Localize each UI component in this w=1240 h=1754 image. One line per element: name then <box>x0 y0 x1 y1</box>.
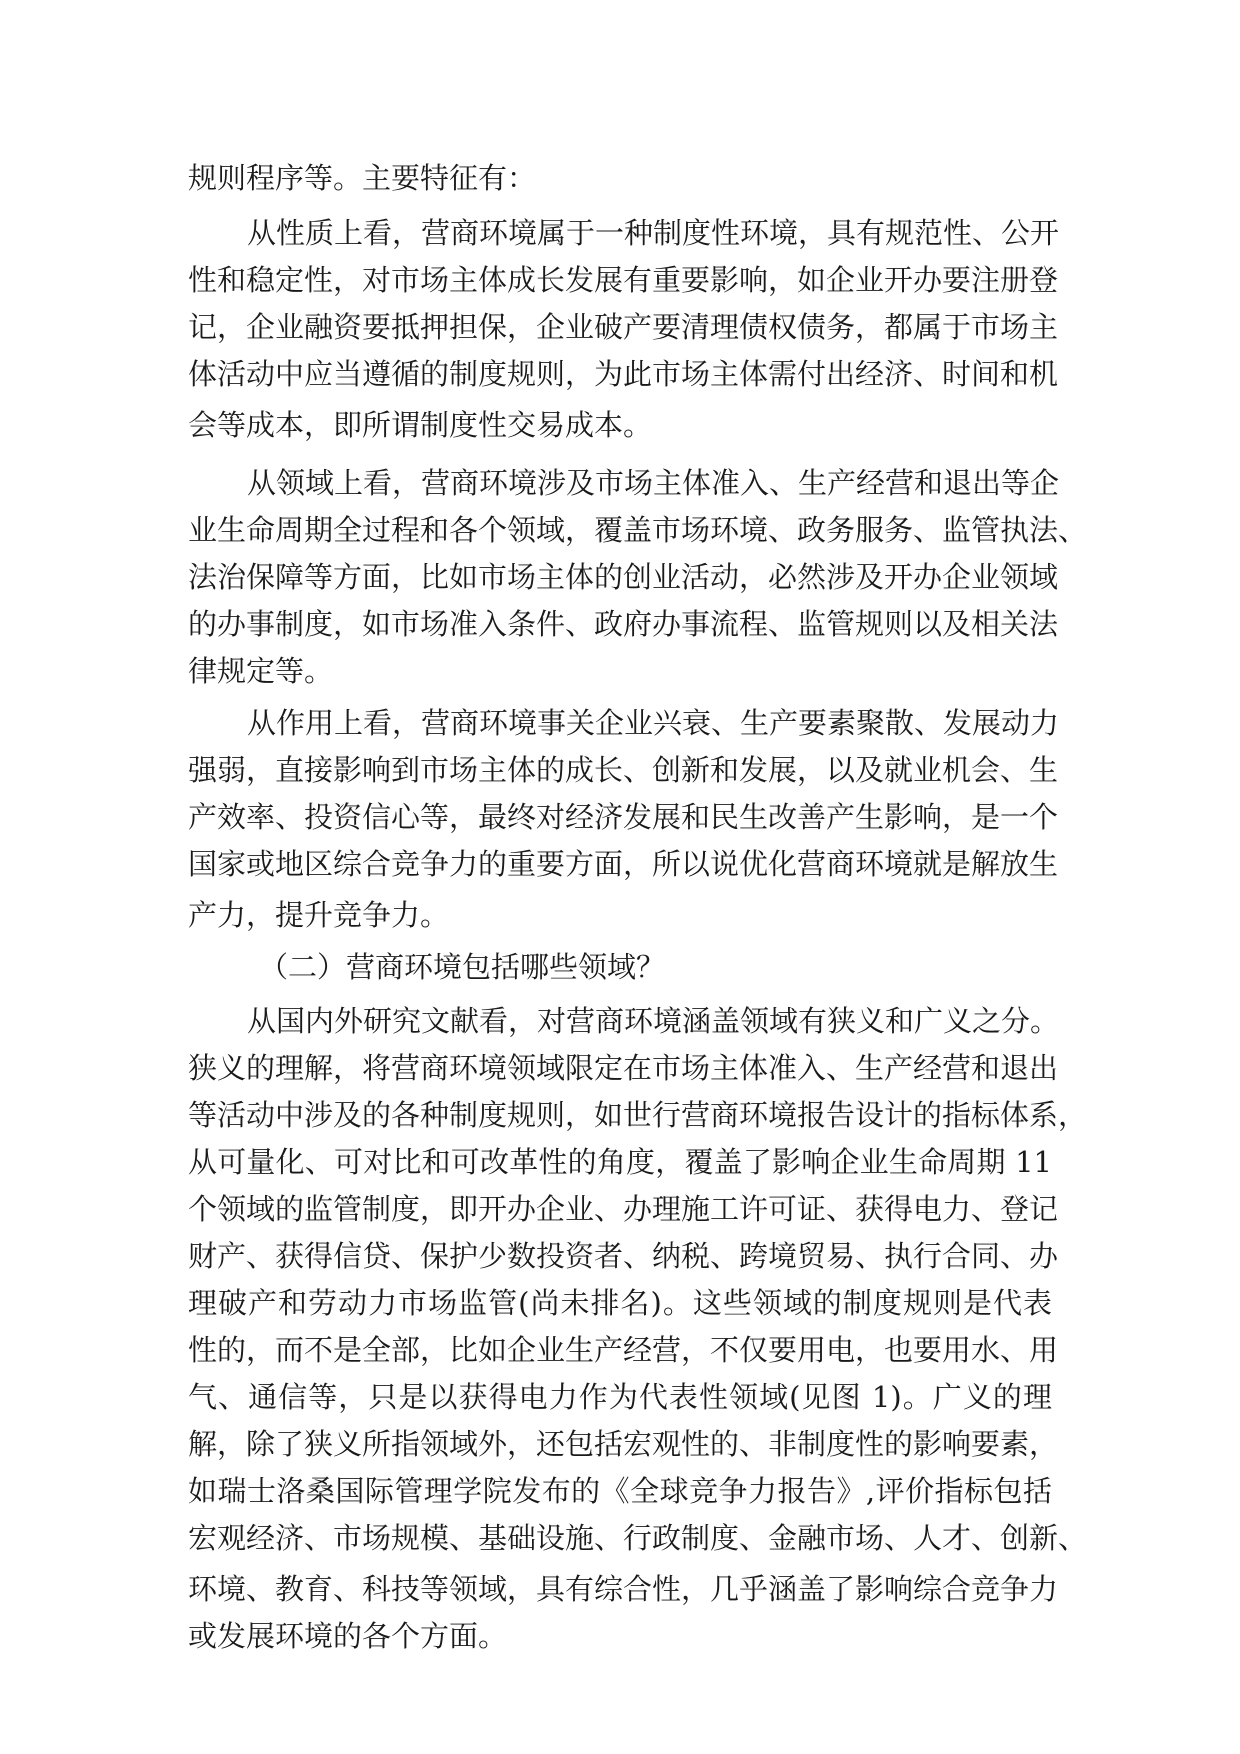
text-line: 个领域的监管制度，即开办企业、办理施工许可证、获得电力、登记 <box>188 1192 1059 1226</box>
text-line: 如瑞士洛桑国际管理学院发布的《全球竞争力报告》,评价指标包括 <box>188 1474 1052 1508</box>
text-line: 规则程序等。主要特征有： <box>188 161 537 195</box>
text-line: 气、通信等，只是以获得电力作为代表性领域(见图 1)。广义的理 <box>188 1380 1052 1414</box>
text-line: 或发展环境的各个方面。 <box>188 1619 508 1653</box>
text-line: 财产、获得信贷、保护少数投资者、纳税、跨境贸易、执行合同、办 <box>188 1239 1059 1273</box>
text-line: 国家或地区综合竞争力的重要方面，所以说优化营商环境就是解放生 <box>188 847 1059 881</box>
paragraph-first-line: 从领域上看，营商环境涉及市场主体准入、生产经营和退出等企 <box>247 466 1060 500</box>
text-line: 体活动中应当遵循的制度规则，为此市场主体需付出经济、时间和机 <box>188 357 1059 391</box>
text-line: 性和稳定性，对市场主体成长发展有重要影响，如企业开办要注册登 <box>188 263 1059 297</box>
text-line: 会等成本，即所谓制度性交易成本。 <box>188 408 653 442</box>
text-line: 产效率、投资信心等，最终对经济发展和民生改善产生影响，是一个 <box>188 800 1059 834</box>
text-line: 产力，提升竞争力。 <box>188 898 450 932</box>
text-line: 律规定等。 <box>188 654 334 688</box>
text-line: 记，企业融资要抵押担保，企业破产要清理债权债务，都属于市场主 <box>188 310 1059 344</box>
text-line: 环境、教育、科技等领域，具有综合性，几乎涵盖了影响综合竞争力 <box>188 1572 1059 1606</box>
text-line: 强弱，直接影响到市场主体的成长、创新和发展，以及就业机会、生 <box>188 753 1059 787</box>
text-line: 性的，而不是全部，比如企业生产经营，不仅要用电，也要用水、用 <box>188 1333 1059 1367</box>
text-line: 法治保障等方面，比如市场主体的创业活动，必然涉及开办企业领域 <box>188 560 1059 594</box>
text-line: 等活动中涉及的各种制度规则，如世行营商环境报告设计的指标体系， <box>188 1098 1088 1132</box>
text-line: 宏观经济、市场规模、基础设施、行政制度、金融市场、人才、创新、 <box>188 1521 1088 1555</box>
text-line: 理破产和劳动力市场监管(尚未排名)。这些领域的制度规则是代表 <box>188 1286 1052 1320</box>
paragraph-first-line: 从性质上看，营商环境属于一种制度性环境，具有规范性、公开 <box>247 216 1060 250</box>
text-line: 业生命周期全过程和各个领域，覆盖市场环境、政务服务、监管执法、 <box>188 513 1088 547</box>
section-heading: （二）营商环境包括哪些领域？ <box>259 950 666 984</box>
text-line: 的办事制度，如市场准入条件、政府办事流程、监管规则以及相关法 <box>188 607 1059 641</box>
paragraph-first-line: 从国内外研究文献看，对营商环境涵盖领域有狭义和广义之分。 <box>247 1004 1060 1038</box>
text-line: 解，除了狭义所指领域外，还包括宏观性的、非制度性的影响要素， <box>188 1427 1059 1461</box>
text-line: 狭义的理解，将营商环境领域限定在市场主体准入、生产经营和退出 <box>188 1051 1059 1085</box>
paragraph-first-line: 从作用上看，营商环境事关企业兴衰、生产要素聚散、发展动力 <box>247 706 1060 740</box>
text-line: 从可量化、可对比和可改革性的角度，覆盖了影响企业生命周期 11 <box>188 1145 1052 1179</box>
